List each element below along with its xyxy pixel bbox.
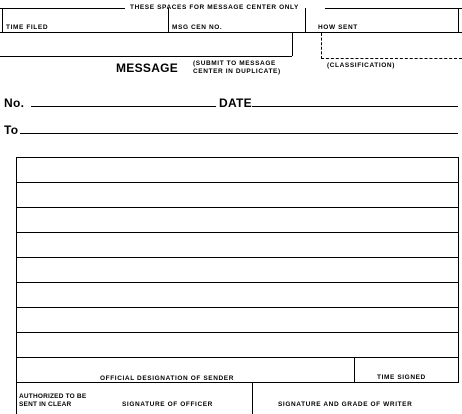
official-designation-label: OFFICIAL DESIGNATION OF SENDER (100, 375, 235, 382)
signature-divider (252, 382, 253, 414)
top-rule (0, 8, 125, 9)
message-line-7[interactable] (17, 309, 459, 333)
date-field[interactable] (252, 93, 458, 107)
message-line-2[interactable] (17, 184, 459, 208)
submit-note-line1: (SUBMIT TO MESSAGE (193, 60, 276, 67)
signature-of-writer-label: SIGNATURE AND GRADE OF WRITER (278, 401, 413, 408)
to-label: To (4, 123, 19, 137)
classification-dashed-left (321, 33, 322, 59)
date-label: DATE (219, 96, 252, 110)
message-line-3[interactable] (17, 209, 459, 233)
header-divider-1 (168, 8, 169, 32)
number-field[interactable] (31, 93, 216, 107)
authorized-divider (16, 382, 17, 414)
message-box-top (16, 157, 459, 158)
msg-cen-no-label: MSG CEN NO. (172, 24, 223, 31)
message-line-6[interactable] (17, 284, 459, 308)
header-divider-2 (305, 8, 306, 32)
classification-dashed-bottom (321, 58, 462, 59)
message-center-only-label: THESE SPACES FOR MESSAGE CENTER ONLY (130, 4, 299, 11)
top-rule-right (325, 8, 462, 9)
time-signed-divider (354, 358, 355, 382)
how-sent-label: HOW SENT (318, 24, 358, 31)
message-line-8[interactable] (17, 334, 459, 358)
classification-box-bottom (0, 56, 292, 57)
message-title: MESSAGE (116, 61, 179, 75)
submit-note-line2: CENTER IN DUPLICATE) (193, 68, 281, 75)
classification-label: (CLASSIFICATION) (327, 62, 395, 69)
time-filed-label: TIME FILED (6, 24, 49, 31)
message-line-5[interactable] (17, 259, 459, 283)
message-line-1[interactable] (17, 159, 459, 183)
to-field[interactable] (20, 120, 458, 134)
time-signed-label: TIME SIGNED (377, 374, 426, 381)
authorized-line1: AUTHORIZED TO BE (19, 393, 87, 400)
header-divider-left (2, 8, 3, 32)
message-box-bottom (16, 382, 459, 383)
header-divider-right (458, 8, 459, 32)
message-line-4[interactable] (17, 234, 459, 258)
authorized-line2: SENT IN CLEAR (19, 401, 72, 408)
signature-of-officer-label: SIGNATURE OF OFFICER (122, 401, 213, 408)
no-label: No. (4, 96, 25, 110)
header-bottom-rule (0, 32, 462, 33)
classification-box-left (292, 32, 293, 56)
